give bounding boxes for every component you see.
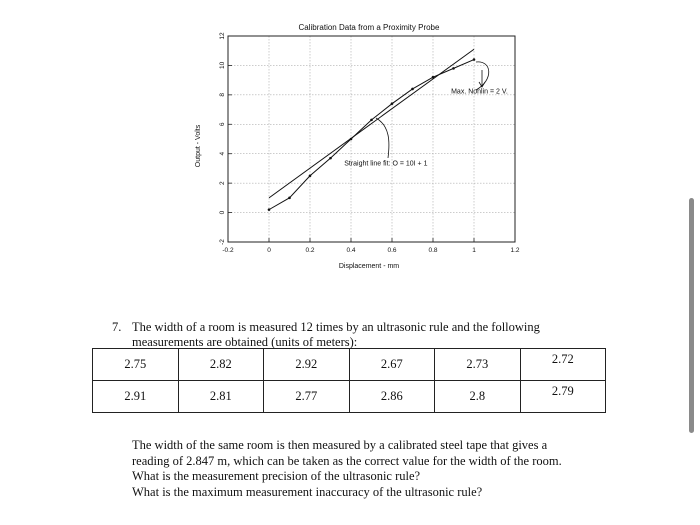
followup-line-3: What is the measurement precision of the ultrasonic rule? — [132, 469, 421, 483]
table-cell: 2.92 — [264, 349, 350, 381]
y-tick-label: 10 — [219, 61, 226, 70]
scrollbar-thumb[interactable] — [689, 198, 694, 433]
y-tick-label: 4 — [219, 151, 226, 156]
x-tick-label: 0.6 — [387, 247, 397, 254]
table-cell: 2.79 — [520, 381, 606, 413]
table-cell: 2.72 — [520, 349, 606, 381]
x-axis-label: Displacement - mm — [338, 263, 400, 270]
x-tick-label: 1.2 — [510, 247, 520, 254]
data-curve — [269, 60, 474, 210]
followup-line-4: What is the maximum measurement inaccuracy of the ultrasonic rule? — [132, 484, 483, 499]
question-line-1: The width of a room is measured 12 times by an ultrasonic rule and the following — [132, 320, 540, 334]
measurements-table — [92, 348, 606, 413]
data-point — [391, 102, 394, 105]
question-7 — [112, 320, 592, 350]
y-tick-labels — [219, 32, 232, 245]
table-cell: 2.82 — [178, 349, 264, 381]
y-tick-label: 12 — [219, 32, 226, 40]
table-cell: 2.8 — [435, 381, 521, 413]
straight-line-fit — [269, 49, 474, 198]
data-point — [268, 208, 271, 211]
data-point — [473, 58, 476, 61]
followup-line-2: reading of 2.847 m, which can be taken as the correct value for the width of the room. — [132, 453, 562, 468]
y-tick-label: 2 — [219, 181, 226, 185]
plot-frame — [228, 36, 515, 242]
table-cell: 2.86 — [349, 381, 435, 413]
chart-grid — [228, 36, 515, 242]
data-series — [268, 58, 476, 211]
data-point — [452, 67, 455, 70]
followup-text — [132, 438, 602, 500]
y-tick-label: 6 — [219, 122, 226, 127]
data-point — [309, 174, 312, 177]
table-cell: 2.75 — [93, 349, 179, 381]
table-cell: 2.67 — [349, 349, 435, 381]
table-cell: 2.77 — [264, 381, 350, 413]
calibration-chart — [180, 14, 550, 276]
x-tick-labels — [222, 238, 519, 254]
x-tick-label: 0.2 — [305, 247, 315, 254]
y-tick-label: 8 — [219, 93, 226, 97]
table-row — [93, 381, 606, 413]
fit-callout-curve — [376, 118, 389, 158]
x-tick-label: 0.8 — [428, 247, 438, 254]
data-point — [329, 157, 332, 160]
table-cell: 2.91 — [93, 381, 179, 413]
x-tick-label: 0 — [267, 247, 271, 254]
data-point — [411, 88, 414, 91]
question-number: 7. — [112, 320, 122, 334]
y-axis-label: Output - Volts — [195, 124, 202, 168]
table-cell: 2.81 — [178, 381, 264, 413]
data-point — [370, 119, 373, 122]
followup-line-1: The width of the same room is then measured by a calibrated steel tape that gives a — [132, 438, 548, 452]
question-line-2: measurements are obtained (units of meters): — [132, 335, 358, 349]
chart-title: Calibration Data from a Proximity Probe — [298, 23, 440, 32]
line-fit-annotation: Straight line fit: O = 10I + 1 — [344, 160, 428, 168]
table-row — [93, 349, 606, 381]
x-tick-label: 1 — [472, 247, 476, 254]
table-cell: 2.73 — [435, 349, 521, 381]
y-tick-label: 0 — [219, 210, 226, 215]
data-point — [288, 197, 291, 200]
max-nonlin-annotation: Max. Nonlin = 2 V. — [451, 88, 508, 96]
x-tick-label: -0.2 — [222, 247, 234, 254]
data-point — [350, 138, 353, 141]
x-tick-label: 0.4 — [346, 247, 356, 254]
data-point — [432, 76, 435, 79]
y-tick-label: -2 — [219, 239, 226, 245]
